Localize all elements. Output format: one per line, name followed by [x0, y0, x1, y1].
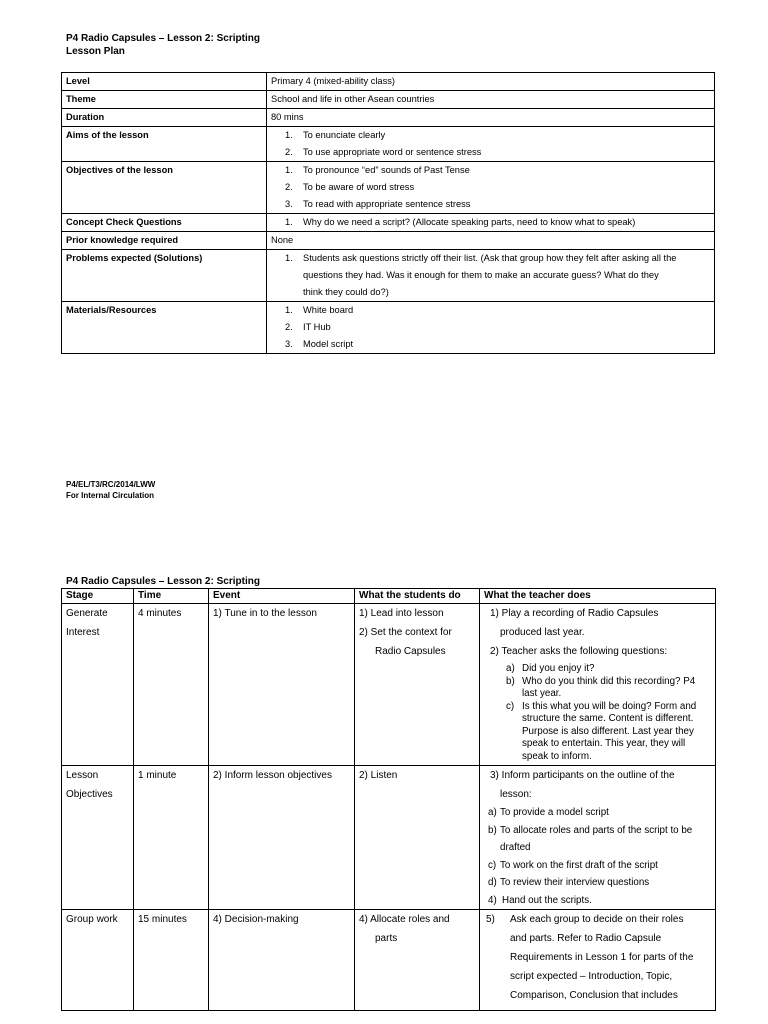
event-cell: 1) Tune in to the lesson	[209, 604, 355, 766]
stage-cell: Group work	[62, 910, 134, 1011]
list-item: a) To provide a model script	[488, 807, 609, 818]
materials-label: Materials/Resources	[62, 302, 267, 354]
list-item: 1. To pronounce “ed” sounds of Past Tense	[285, 165, 470, 175]
circulation-note: For Internal Circulation	[66, 491, 155, 500]
section-title: P4 Radio Capsules – Lesson 2: Scripting	[66, 576, 260, 587]
ccq-list	[267, 214, 715, 232]
lesson-stages-table	[61, 588, 716, 1011]
theme-label: Theme	[62, 91, 267, 109]
teacher-cell: 5) Ask each group to decide on their roles and parts. Refer to Radio Capsule Requirements in Lesson 1 for parts of the script expected – Introduction, Topic, Comparison, Conclusion that includes	[480, 910, 716, 1011]
list-item: 4) Hand out the scripts.	[488, 894, 592, 906]
list-item: c) Is this what you will be doing? Form and structure the same. Content is different. Purpose is also different. Last year they speak to entertain. This year, they will speak to inform.	[506, 700, 697, 762]
theme-value: School and life in other Asean countries	[267, 91, 715, 109]
list-item: 1. Students ask questions strictly off their list. (Ask that group how they felt after asking all the	[285, 253, 677, 263]
aims-list	[267, 127, 715, 162]
teacher-cell: 1) Play a recording of Radio Capsules produced last year. 2) Teacher asks the following questions: a) Did you enjoy it? b) Who do you think did this recording? P4 last year. c) Is this what you will be doing? Form and structure the same. Content is different. Purpose is also different. Last year they speak to entertain. This year, they will speak to inform.	[480, 604, 716, 766]
teacher-cell: 3) Inform participants on the outline of the lesson: a) To provide a model script b) To allocate roles and parts of the script to be drafted c) To work on the first draft of the script d) To review their interview questions 4) Hand out the scripts.	[480, 766, 716, 910]
list-item: b) Who do you think did this recording? P4 last year.	[506, 675, 696, 699]
table-row	[62, 766, 716, 910]
table-row	[62, 214, 715, 232]
event-cell: 4) Decision-making	[209, 910, 355, 1011]
stage-cell: Generate Interest	[62, 604, 134, 766]
document-code: P4/EL/T3/RC/2014/LWW	[66, 480, 156, 489]
prior-knowledge-value: None	[267, 232, 715, 250]
ccq-label: Concept Check Questions	[62, 214, 267, 232]
lesson-plan-table	[61, 72, 715, 354]
stage-cell: Lesson Objectives	[62, 766, 134, 910]
table-row	[62, 73, 715, 91]
table-row	[62, 91, 715, 109]
objectives-list	[267, 162, 715, 214]
list-item: c) To work on the first draft of the script	[488, 859, 658, 871]
objectives-label: Objectives of the lesson	[62, 162, 267, 214]
table-row	[62, 162, 715, 214]
table-row	[62, 232, 715, 250]
students-cell: 1) Lead into lesson 2) Set the context for Radio Capsules	[355, 604, 480, 766]
time-cell: 15 minutes	[134, 910, 209, 1011]
event-cell: 2) Inform lesson objectives	[209, 766, 355, 910]
column-header: Event	[209, 589, 355, 604]
table-row	[62, 604, 716, 766]
list-item: 1. White board	[285, 305, 354, 315]
list-item: 1. To enunciate clearly	[285, 130, 386, 140]
students-cell: 2) Listen	[355, 766, 480, 910]
time-cell: 4 minutes	[134, 604, 209, 766]
materials-list	[267, 302, 715, 354]
list-item: b) To allocate roles and parts of the script to be drafted	[488, 824, 693, 853]
table-header-row	[62, 589, 716, 604]
duration-value: 80 mins	[267, 109, 715, 127]
list-item: a) Did you enjoy it?	[506, 663, 595, 674]
column-header: Time	[134, 589, 209, 604]
list-item: 2. To use appropriate word or sentence stress	[285, 147, 482, 157]
students-cell: 4) Allocate roles and parts	[355, 910, 480, 1011]
list-item: d) To review their interview questions	[488, 877, 650, 888]
level-label: Level	[62, 73, 267, 91]
level-value: Primary 4 (mixed-ability class)	[267, 73, 715, 91]
problems-label: Problems expected (Solutions)	[62, 250, 267, 302]
column-header: What the students do	[355, 589, 480, 604]
document-subtitle: Lesson Plan	[66, 46, 125, 57]
column-header: Stage	[62, 589, 134, 604]
table-row	[62, 109, 715, 127]
list-item: 1. Why do we need a script? (Allocate speaking parts, need to know what to speak)	[285, 217, 636, 227]
problems-text: 1. Students ask questions strictly off their list. (Ask that group how they felt after asking all the questions they had. Was it enough for them to make an accurate guess? What do they think they could do?)	[267, 250, 715, 302]
time-cell: 1 minute	[134, 766, 209, 910]
document-title: P4 Radio Capsules – Lesson 2: Scripting	[66, 33, 260, 44]
prior-knowledge-label: Prior knowledge required	[62, 232, 267, 250]
table-row	[62, 302, 715, 354]
table-row	[62, 127, 715, 162]
table-row	[62, 910, 716, 1011]
list-item: 2. To be aware of word stress	[285, 182, 415, 192]
column-header: What the teacher does	[480, 589, 716, 604]
list-item: 2. IT Hub	[285, 322, 331, 332]
list-item: 3. To read with appropriate sentence stress	[285, 199, 471, 209]
duration-label: Duration	[62, 109, 267, 127]
list-item: 3. Model script	[285, 339, 354, 349]
aims-label: Aims of the lesson	[62, 127, 267, 162]
table-row	[62, 250, 715, 302]
